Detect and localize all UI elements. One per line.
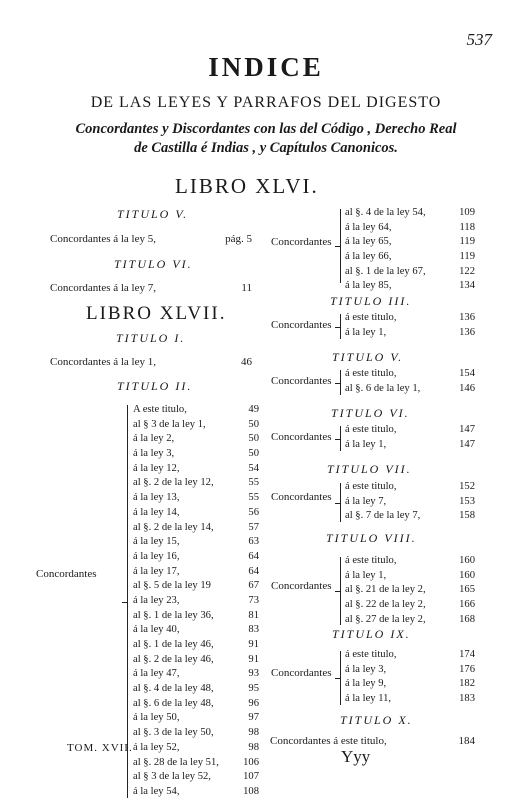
entry-page-number: 136 (459, 312, 475, 323)
list-item (345, 250, 475, 265)
list-item (345, 677, 475, 692)
entry-text: al § 3 de la ley 1, (133, 418, 206, 430)
right-v-brace (340, 370, 341, 395)
entry-page-number: 118 (459, 221, 475, 233)
entry-text: al §. 28 de la ley 51, (133, 756, 219, 768)
entry-page-number: 98 (248, 741, 259, 753)
entry-text: á la ley 3, (345, 663, 387, 675)
list-item (345, 367, 475, 382)
entry-text: á la ley 54, (133, 785, 180, 797)
list-item (133, 535, 258, 550)
entry-page-number: 152 (459, 481, 475, 492)
entry-page-number: 119 (459, 251, 475, 263)
entry-page-number: 134 (459, 280, 475, 292)
right-iii-brace (340, 314, 341, 339)
entry-page-number: 64 (248, 565, 259, 577)
list-item (133, 462, 258, 477)
entry-page-number: 50 (248, 418, 259, 430)
entry-page-number: 153 (459, 495, 475, 507)
list-item (133, 756, 258, 771)
right-titulo-viii: TITULO VIII. (326, 531, 417, 545)
list-item (133, 521, 258, 536)
entry-page-number: 83 (248, 624, 259, 636)
list-item (133, 638, 258, 653)
entry-page-number: 136 (459, 326, 475, 338)
list-item (133, 609, 258, 624)
entry-text: á la ley 13, (133, 492, 180, 504)
entry-page-number: 91 (248, 639, 259, 650)
entry-text: á la ley 52, (133, 741, 180, 753)
entry-text: á la ley 2, (133, 433, 175, 445)
libro-xlvii-heading: LIBRO XLVII. (86, 303, 227, 324)
list-item (133, 697, 258, 712)
entry-text: á la ley 14, (133, 506, 180, 518)
entry-page-number: 64 (248, 550, 259, 562)
right-titulo-vii: TITULO VII. (327, 462, 412, 476)
entry-page-number: 146 (459, 382, 475, 394)
list-item (345, 480, 475, 495)
entry-text: á la ley 85, (345, 280, 392, 292)
right-ix-brace (340, 651, 341, 705)
list-item (133, 506, 258, 521)
entry-text: á la ley 7, (345, 495, 387, 507)
entry-page-number: 97 (248, 712, 259, 724)
left-conc-1: Concordantes á la ley 1, (50, 356, 156, 368)
right-vii-concordantes-label: Concordantes (271, 491, 332, 503)
page-subtitle-line-1: Concordantes y Discordantes con las del Código , Derecho Real (75, 121, 457, 137)
right-v-concordantes-label: Concordantes (271, 375, 332, 387)
entry-page-number: 160 (459, 569, 475, 581)
right-x-page: 184 (458, 735, 475, 747)
list-item (345, 382, 475, 397)
entry-text: al §. 7 de la ley 7, (345, 510, 421, 522)
entry-text: á la ley 23, (133, 594, 180, 606)
list-item (133, 682, 258, 697)
entry-text: á la ley 15, (133, 536, 180, 548)
entry-page-number: 50 (248, 433, 259, 445)
entry-page-number: 183 (459, 693, 475, 705)
libro-heading: LIBRO XLVI. (175, 174, 319, 198)
entry-text: á este titulo, (345, 481, 397, 492)
left-titulo-v: TITULO V. (117, 207, 189, 221)
list-item (345, 648, 475, 663)
list-item (345, 509, 475, 524)
list-item (345, 423, 475, 438)
right-vi-concordantes-label: Concordantes (271, 431, 332, 443)
entry-text: á la ley 12, (133, 462, 180, 474)
entry-text: á la ley 1, (345, 326, 387, 338)
entry-page-number: 73 (248, 594, 259, 606)
entry-text: á este titulo, (345, 555, 397, 566)
page-title: INDICE (208, 52, 324, 82)
entry-page-number: 174 (459, 649, 475, 660)
right-titulo-ix: TITULO IX. (332, 627, 411, 641)
entry-page-number: 55 (248, 492, 259, 504)
list-item (345, 311, 475, 326)
entry-text: al §. 3 de la ley 50, (133, 727, 214, 739)
list-item (133, 726, 258, 741)
entry-text: al §. 21 de la ley 2, (345, 584, 426, 596)
entry-text: á la ley 1, (345, 569, 387, 581)
left-conc-5: Concordantes á la ley 5, (50, 233, 156, 245)
entry-page-number: 81 (248, 609, 259, 621)
entry-text: á la ley 3, (133, 448, 175, 460)
list-item (133, 785, 258, 800)
entry-page-number: 147 (459, 438, 475, 450)
list-item (345, 221, 475, 236)
list-item (345, 692, 475, 707)
left-conc-7: Concordantes á la ley 7, (50, 282, 156, 294)
right-vii-list (345, 480, 475, 524)
right-vi-brace (340, 426, 341, 451)
left-concordantes-label: Concordantes (36, 568, 97, 580)
entry-page-number: 182 (459, 678, 475, 690)
entry-text: á la ley 1, (345, 438, 387, 450)
page-subtitle: DE LAS LEYES Y PARRAFOS DEL DIGESTO (90, 94, 442, 111)
list-item (345, 569, 475, 584)
entry-text: á la ley 66, (345, 251, 392, 263)
list-item (133, 550, 258, 565)
right-ix-concordantes-label: Concordantes (271, 667, 332, 679)
entry-text: A este titulo, (133, 404, 187, 415)
list-item (133, 770, 258, 785)
list-item (133, 741, 258, 756)
entry-page-number: 91 (248, 653, 259, 665)
right-viii-concordantes-label: Concordantes (271, 580, 332, 592)
list-item (345, 598, 475, 613)
entry-text: al §. 6 de la ley 48, (133, 697, 214, 709)
list-item (133, 476, 258, 491)
list-item (133, 667, 258, 682)
entry-text: al §. 2 de la ley 46, (133, 653, 214, 665)
entry-page-number: 122 (459, 265, 475, 277)
entry-page-number: 107 (243, 771, 259, 783)
entry-text: á la ley 11, (345, 693, 392, 705)
entry-page-number: 160 (459, 555, 475, 566)
list-item (345, 554, 475, 569)
list-item (133, 579, 258, 594)
entry-text: al § 3 de la ley 52, (133, 771, 211, 783)
entry-page-number: 147 (459, 424, 475, 435)
entry-text: á la ley 17, (133, 565, 180, 577)
right-titulo-v: TITULO V. (332, 350, 404, 364)
entry-page-number: 176 (459, 663, 475, 675)
right-top-list (345, 206, 475, 294)
left-titulo-vi: TITULO VI. (114, 257, 193, 271)
left-titulo-i: TITULO I. (116, 331, 186, 345)
right-viii-list (345, 554, 475, 627)
list-item (133, 447, 258, 462)
entry-text: al §. 4 de la ley 54, (345, 207, 426, 218)
list-item (345, 265, 475, 280)
right-vi-list (345, 423, 475, 452)
list-item (345, 279, 475, 294)
entry-text: á este titulo, (345, 368, 397, 379)
list-item (345, 663, 475, 678)
entry-page-number: 166 (459, 599, 475, 611)
right-vii-brace (340, 483, 341, 522)
list-item (133, 653, 258, 668)
entry-page-number: 57 (248, 521, 259, 533)
list-item (345, 495, 475, 510)
right-titulo-iii: TITULO III. (330, 294, 412, 308)
entry-text: al §. 2 de la ley 12, (133, 477, 214, 489)
entry-text: á la ley 47, (133, 668, 180, 680)
entry-text: á la ley 50, (133, 712, 180, 724)
left-conc-5-page: pág. 5 (225, 233, 252, 245)
right-v-list (345, 367, 475, 396)
right-iii-concordantes-label: Concordantes (271, 319, 332, 331)
entry-text: á este titulo, (345, 424, 397, 435)
footer-signature: Yyy (341, 747, 371, 766)
list-item (133, 565, 258, 580)
list-item (133, 711, 258, 726)
entry-text: á la ley 64, (345, 221, 392, 233)
right-top-concordantes-label: Concordantes (271, 236, 332, 248)
entry-page-number: 96 (248, 697, 259, 709)
left-brace (127, 405, 128, 798)
entry-text: al §. 4 de la ley 48, (133, 683, 214, 695)
entry-page-number: 67 (248, 580, 259, 592)
entry-text: al §. 22 de la ley 2, (345, 599, 426, 611)
entry-text: á la ley 65, (345, 236, 392, 248)
entry-page-number: 119 (459, 236, 475, 248)
entry-page-number: 50 (248, 448, 259, 460)
entry-page-number: 56 (248, 506, 259, 518)
right-x-conc: Concordantes á este titulo, (270, 735, 387, 747)
entry-page-number: 55 (248, 477, 259, 489)
entry-page-number: 165 (459, 584, 475, 596)
right-ix-list (345, 648, 475, 707)
left-conc-1-page: 46 (241, 356, 252, 368)
right-top-brace (340, 209, 341, 283)
entry-page-number: 168 (459, 613, 475, 625)
entry-text: á la ley 40, (133, 624, 180, 636)
entry-text: al §. 1 de la ley 46, (133, 639, 214, 650)
entry-page-number: 106 (243, 756, 259, 768)
entry-page-number: 54 (248, 462, 259, 474)
entry-page-number: 108 (243, 785, 259, 797)
entry-text: al §. 2 de la ley 14, (133, 521, 214, 533)
entry-text: al §. 6 de la ley 1, (345, 382, 421, 394)
list-item (133, 432, 258, 447)
right-viii-brace (340, 557, 341, 625)
entry-page-number: 98 (248, 727, 259, 739)
footer-volume: TOM. XVII. (67, 742, 133, 754)
entry-page-number: 95 (248, 683, 259, 695)
entry-page-number: 158 (459, 510, 475, 522)
entry-text: al §. 1 de la ley 36, (133, 609, 214, 621)
left-list (133, 403, 258, 800)
right-iii-list (345, 311, 475, 340)
entry-page-number: 93 (248, 668, 259, 680)
list-item (133, 623, 258, 638)
list-item (345, 235, 475, 250)
list-item (133, 594, 258, 609)
entry-text: á este titulo, (345, 312, 397, 323)
page-subtitle-line-2: de Castilla é Indias , y Capítulos Canonicos. (134, 140, 398, 156)
page-number: 537 (466, 30, 492, 49)
entry-page-number: 63 (248, 536, 259, 548)
entry-page-number: 49 (248, 404, 259, 415)
left-conc-7-page: 11 (241, 282, 252, 294)
entry-text: á la ley 16, (133, 550, 180, 562)
entry-text: á este titulo, (345, 649, 397, 660)
list-item (345, 326, 475, 341)
entry-page-number: 109 (459, 207, 475, 218)
left-titulo-ii: TITULO II. (117, 379, 193, 393)
list-item (345, 583, 475, 598)
entry-text: al §. 5 de la ley 19 (133, 580, 211, 592)
entry-text: al §. 1 de la ley 67, (345, 265, 426, 277)
list-item (133, 418, 258, 433)
entry-text: al §. 27 de la ley 2, (345, 613, 426, 625)
list-item (133, 403, 258, 418)
right-titulo-vi: TITULO VI. (331, 406, 410, 420)
list-item (345, 438, 475, 453)
entry-page-number: 154 (459, 368, 475, 379)
list-item (133, 491, 258, 506)
entry-text: á la ley 9, (345, 678, 387, 690)
list-item (345, 613, 475, 628)
list-item (345, 206, 475, 221)
right-titulo-x: TITULO X. (340, 713, 413, 727)
